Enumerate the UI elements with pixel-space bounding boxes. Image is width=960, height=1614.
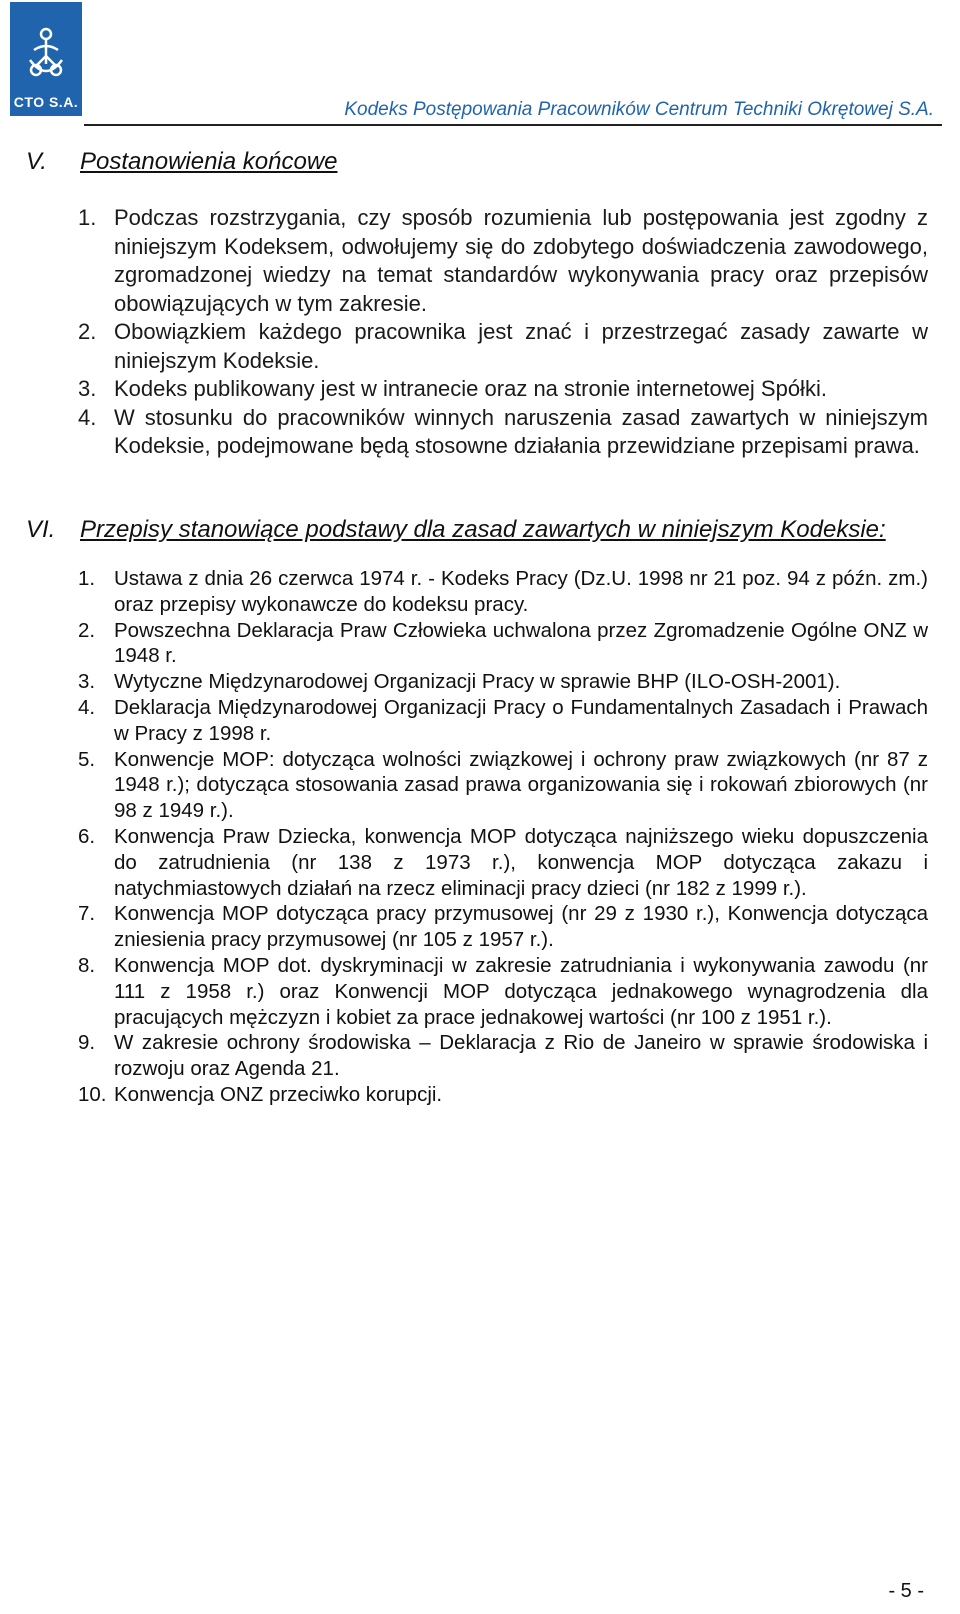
closing-provisions-list bbox=[78, 204, 928, 461]
cto-emblem-icon bbox=[24, 20, 68, 86]
list-item: 4. W stosunku do pracowników winnych naruszenia zasad zawartych w niniejszym Kodeksie, podejmowane będą stosowne działania przewidziane przepisami prawa. bbox=[78, 404, 928, 458]
list-item: 4. Deklaracja Międzynarodowej Organizacji Pracy o Fundamentalnych Zasadach i Prawach w Pracy z 1998 r. bbox=[78, 695, 928, 745]
legal-basis-list bbox=[78, 566, 928, 1108]
list-item: 3. Wytyczne Międzynarodowej Organizacji Pracy w sprawie BHP (ILO-OSH-2001). bbox=[78, 670, 841, 694]
list-item: 7. Konwencja MOP dotycząca pracy przymusowej (nr 29 z 1930 r.), Konwencja dotycząca zniesienia pracy przymusowej (nr 105 z 1957 r.). bbox=[78, 902, 928, 952]
logo-text: CTO S.A. bbox=[13, 94, 79, 110]
section-title: Przepisy stanowiące podstawy dla zasad zawartych w niniejszym Kodeksie: bbox=[80, 516, 886, 543]
document-header-title: Kodeks Postępowania Pracowników Centrum Techniki Okrętowej S.A. bbox=[344, 99, 934, 120]
list-item: 6. Konwencja Praw Dziecka, konwencja MOP dotycząca najniższego wieku dopuszczenia do zatrudnienia (nr 138 z 1973 r.), konwencja MOP dotycząca zakazu i natychmiastowych działań na rzecz eliminacji pracy dzieci (nr 182 z 1999 r.). bbox=[78, 824, 928, 900]
header-divider bbox=[84, 124, 942, 126]
list-item: 10. Konwencja ONZ przeciwko korupcji. bbox=[78, 1082, 443, 1106]
list-item: 5. Konwencje MOP: dotycząca wolności związkowej i ochrony praw związkowych (nr 87 z 1948 r.); dotycząca stosowania zasad prawa organizowania się i rokowań zbiorowych (nr 98 z 1949 r.). bbox=[78, 747, 928, 823]
list-item: 1. Podczas rozstrzygania, czy sposób rozumienia lub postępowania jest zgodny z niniejszym Kodeksem, odwołujemy się do zdobytego doświadczenia zawodowego, zgromadzonej wiedzy na temat standardów wykonywania pracy oraz przepisów obowiązujących w tym zakresie. bbox=[78, 205, 928, 316]
section-heading-vi bbox=[26, 516, 886, 544]
company-logo bbox=[10, 2, 82, 116]
list-item: 9. W zakresie ochrony środowiska – Deklaracja z Rio de Janeiro w sprawie środowiska i rozwoju oraz Agenda 21. bbox=[78, 1031, 928, 1081]
section-number: VI. bbox=[26, 516, 56, 543]
list-item: 3. Kodeks publikowany jest w intranecie oraz na stronie internetowej Spółki. bbox=[78, 376, 827, 401]
list-item: 1. Ustawa z dnia 26 czerwca 1974 r. - Kodeks Pracy (Dz.U. 1998 nr 21 poz. 94 z późn. zm.) oraz przepisy wykonawcze do kodeksu pracy. bbox=[78, 567, 928, 616]
section-heading-v bbox=[26, 148, 338, 176]
section-number: V. bbox=[26, 148, 47, 175]
page-number: - 5 - bbox=[888, 1580, 924, 1602]
list-item: 2. Powszechna Deklaracja Praw Człowieka uchwalona przez Zgromadzenie Ogólne ONZ w 1948 r. bbox=[78, 618, 928, 668]
list-item: 8. Konwencja MOP dot. dyskryminacji w zakresie zatrudniania i wykonywania zawodu (nr 111 z 1958 r.) oraz Konwencji MOP dotycząca jednakowego wynagrodzenia dla pracujących mężczyzn i kobiet za prace jednakowej wartości (nr 100 z 1951 r.). bbox=[78, 953, 928, 1029]
list-item: 2. Obowiązkiem każdego pracownika jest znać i przestrzegać zasady zawarte w niniejszym Kodeksie. bbox=[78, 319, 928, 373]
section-title: Postanowienia końcowe bbox=[80, 148, 338, 175]
